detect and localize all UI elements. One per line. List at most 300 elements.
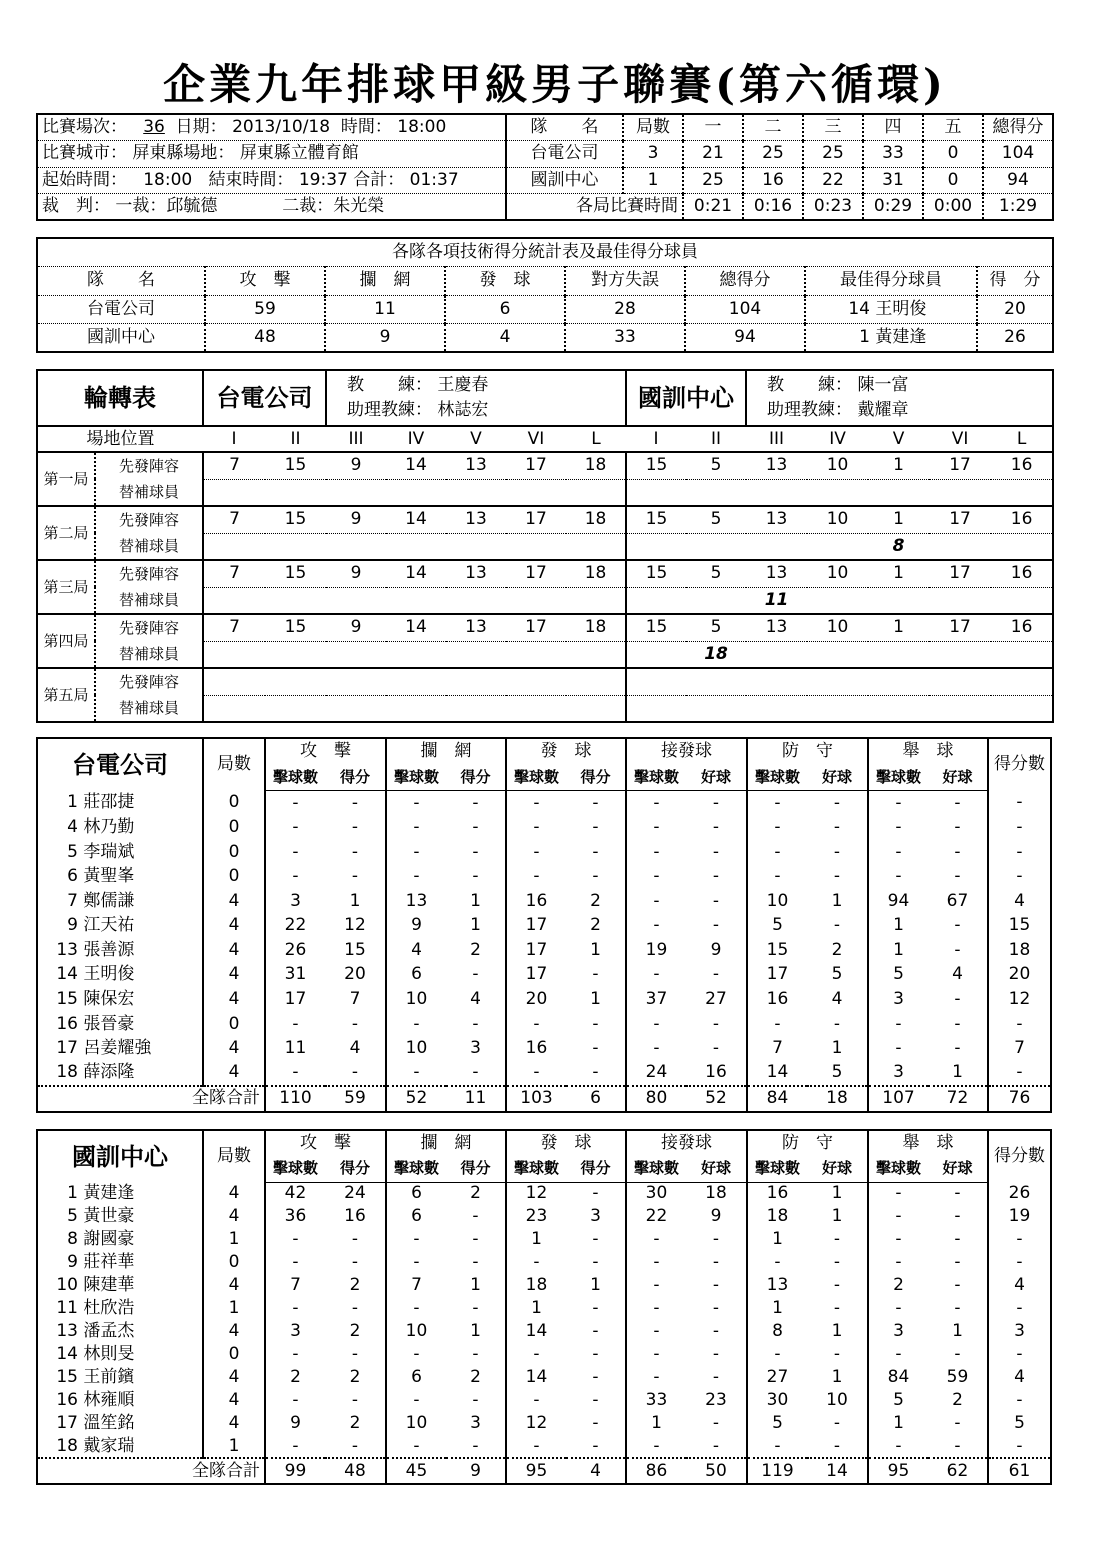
rotation-cell [386, 668, 446, 695]
player-points: 7 [988, 1036, 1051, 1061]
tech-cell: 9 [325, 324, 445, 353]
player-cell [37, 938, 203, 963]
stat-cell: - [472, 841, 479, 862]
stat-cell: 1 [590, 989, 601, 1010]
rotation-cell: 10 [807, 506, 868, 533]
rotation-cell [506, 668, 566, 695]
stat-cell: - [472, 1252, 479, 1272]
player-points: - [988, 791, 1051, 816]
page-title: 企業九年排球甲級男子聯賽(第六循環) [163, 60, 947, 109]
total-cell: 84 [747, 1086, 807, 1112]
score-cell: 94 [983, 167, 1053, 194]
stat-cell: - [954, 1413, 961, 1433]
sub-label: 替補球員 [118, 536, 179, 555]
player-name: 林則旻 [83, 1344, 135, 1364]
stat-cell: - [386, 1297, 446, 1320]
rotation-cell [686, 587, 746, 614]
stat-cell: - [747, 1251, 807, 1274]
stat-cell: 1 [506, 1297, 566, 1320]
position: L [566, 426, 626, 452]
rotation-cell [807, 479, 868, 506]
stat-cell: 6 [386, 1182, 446, 1205]
stat-cell: - [506, 791, 566, 816]
stat-cell: - [351, 792, 359, 813]
score-cell: 3 [623, 141, 683, 168]
player-number: 18 [56, 1062, 78, 1083]
tech-cell: 11 [325, 295, 445, 324]
rotation-cell [326, 479, 386, 506]
stat-cell: - [626, 1320, 686, 1343]
rotation-cell [929, 587, 991, 614]
stat-cell: 2 [868, 1274, 928, 1297]
player-number: 6 [67, 866, 78, 887]
start-lineup-label: 先發陣容 [95, 668, 203, 695]
rotation-table [36, 369, 1054, 723]
group-header: 攻 擊 [265, 738, 386, 764]
rotation-cell [868, 695, 929, 722]
rotation-cell [626, 533, 686, 560]
stat-cell: - [472, 1344, 479, 1364]
rotation-cell [386, 695, 446, 722]
stat-cell: - [833, 866, 841, 887]
stat-cell: - [506, 864, 566, 889]
team-header: 隊 名 [506, 114, 623, 141]
rotation-cell [929, 641, 991, 668]
sub-header: 得分 [566, 764, 626, 790]
rotation-cell: 15 [626, 560, 686, 587]
total-cell: 72 [946, 1088, 969, 1109]
player-row [37, 963, 1051, 988]
total-cell: 103 [506, 1086, 566, 1112]
player-cell [37, 1036, 203, 1061]
stat-cell: - [592, 1321, 599, 1341]
group-header: 攔 網 [386, 738, 506, 764]
stat-cell: 2 [349, 1367, 361, 1387]
stat-cell: - [592, 1435, 599, 1456]
stat-cell: 18 [705, 1183, 727, 1204]
player-row [37, 1205, 1051, 1228]
player-row [37, 1012, 1051, 1037]
rotation-cell: 1 [868, 452, 929, 479]
score-cell: 1 [623, 167, 683, 194]
player-points: 3 [988, 1320, 1051, 1343]
stat-cell: 16 [344, 1206, 366, 1226]
stat-cell: 13 [386, 889, 446, 914]
total-cell: 59 [344, 1088, 366, 1109]
stat-cell: - [747, 791, 807, 816]
player-sets: 4 [203, 1036, 265, 1061]
stat-cell: - [626, 889, 686, 914]
stat-cell: - [712, 1321, 720, 1341]
position: III [326, 426, 386, 452]
stat-cell: - [506, 1012, 566, 1037]
rotation-cell [566, 695, 626, 722]
player-cell [37, 987, 203, 1012]
stat-cell: 1 [831, 1321, 843, 1341]
stat-cell: - [833, 1013, 841, 1034]
stat-cell: - [954, 1038, 961, 1059]
stat-cell: - [954, 1183, 961, 1204]
total-cell: 107 [868, 1086, 928, 1112]
rotation-cell: 17 [506, 614, 566, 641]
stat-cell: 18 [506, 1274, 566, 1297]
player-sets: 4 [203, 938, 265, 963]
stat-cell: 16 [705, 1062, 727, 1083]
stat-cell: - [626, 1036, 686, 1061]
sub-header: 擊球數 [506, 1156, 566, 1182]
rotation-cell [265, 479, 326, 506]
player-name: 林乃勤 [83, 816, 135, 837]
group-header: 舉 球 [868, 1130, 988, 1156]
stat-cell: 15 [747, 938, 807, 963]
player-cell [37, 1435, 203, 1458]
player-row [37, 1182, 1051, 1205]
position: IV [807, 426, 868, 452]
stat-cell: - [833, 841, 841, 862]
stat-cell: 1 [470, 1275, 481, 1295]
rotation-cell: 9 [326, 452, 386, 479]
team1-stats-table [36, 737, 1052, 1113]
rotation-cell [265, 668, 326, 695]
stat-cell: - [833, 1229, 841, 1249]
stat-cell: 1 [506, 1228, 566, 1251]
stat-cell: - [592, 1183, 599, 1204]
rotation-cell [265, 641, 326, 668]
stat-cell: 16 [506, 889, 566, 914]
rotation-cell [506, 641, 566, 668]
score-cell: 22 [803, 167, 863, 194]
stat-cell: 37 [626, 987, 686, 1012]
stat-cell: 2 [590, 890, 601, 911]
stat-cell: - [868, 1297, 928, 1320]
tech-header: 攔 網 [325, 267, 445, 296]
rotation-cell [203, 533, 265, 560]
rotation-cell: 10 [807, 452, 868, 479]
player-cell [37, 914, 203, 939]
stat-cell: - [386, 1012, 446, 1037]
rotation-cell: 1 [868, 614, 929, 641]
stat-cell: - [592, 964, 599, 985]
stat-cell: - [351, 1252, 359, 1272]
stat-cell: - [626, 1366, 686, 1389]
stat-cell: - [747, 1012, 807, 1037]
sub-header: 擊球數 [747, 1156, 807, 1182]
player-points: - [988, 864, 1051, 889]
stat-cell: 1 [831, 1367, 843, 1387]
rotation-cell: 7 [203, 452, 265, 479]
rotation-cell: 7 [203, 614, 265, 641]
stat-cell: - [712, 1298, 720, 1318]
stat-cell: - [506, 1061, 566, 1086]
stat-cell: 2 [831, 939, 843, 960]
rotation-cell [326, 587, 386, 614]
tech-cell: 20 [977, 295, 1053, 324]
stat-cell: - [506, 815, 566, 840]
rotation-cell: 15 [265, 614, 326, 641]
rotation-cell [991, 533, 1053, 560]
stat-cell: 1 [590, 1275, 601, 1295]
rotation-cell: 1 [868, 560, 929, 587]
player-points: 4 [988, 1274, 1051, 1297]
rotation-cell: 9 [326, 506, 386, 533]
rotation-cell [807, 695, 868, 722]
rotation-cell: 18 [566, 614, 626, 641]
player-cell [37, 1251, 203, 1274]
stat-cell: 24 [344, 1183, 366, 1204]
player-points: 12 [988, 987, 1051, 1012]
stat-cell: - [506, 1343, 566, 1366]
total-cell: 45 [386, 1458, 446, 1484]
player-number: 10 [56, 1275, 78, 1295]
stat-cell: 20 [344, 964, 366, 985]
set5-header: 五 [923, 114, 983, 141]
score-cell: 33 [863, 141, 923, 168]
rotation-cell: 18 [704, 643, 728, 664]
player-cell [37, 1389, 203, 1412]
rotation-cell: 17 [506, 452, 566, 479]
rotation-cell: 9 [326, 560, 386, 587]
player-cell [37, 864, 203, 889]
rotation-cell [929, 695, 991, 722]
stat-cell: 7 [386, 1274, 446, 1297]
player-cell [37, 815, 203, 840]
match-line-4: 裁 判： 一裁：邱毓德 二裁：朱光榮 [42, 196, 385, 216]
player-name: 謝國豪 [83, 1229, 135, 1249]
rotation-cell: 1 [868, 506, 929, 533]
rotation-cell [265, 695, 326, 722]
stat-cell: - [712, 1367, 720, 1387]
total-cell: 80 [626, 1086, 686, 1112]
player-points: - [988, 1435, 1051, 1458]
stat-cell: 6 [386, 1205, 446, 1228]
match-line-2: 比賽城市： 屏東縣場地： 屏東縣立體育館 [37, 141, 506, 168]
stat-cell: 9 [710, 1206, 722, 1226]
rotation-cell: 13 [746, 452, 807, 479]
rotation-cell [626, 695, 686, 722]
rotation-cell [991, 668, 1053, 695]
stat-cell: - [592, 1252, 599, 1272]
rotation-sub-row [37, 533, 1053, 560]
score-cell: 0 [923, 141, 983, 168]
player-sets: 4 [203, 987, 265, 1012]
stat-cell: 14 [747, 1061, 807, 1086]
points-col-header: 得分數 [988, 738, 1051, 791]
stat-cell: - [868, 864, 928, 889]
sub-header: 得分 [325, 1156, 386, 1182]
player-sets: 0 [203, 1012, 265, 1037]
rotation-cell [566, 533, 626, 560]
stat-cell: - [954, 939, 961, 960]
group-header: 發 球 [506, 1130, 626, 1156]
score-cell: 104 [983, 141, 1053, 168]
stat-cell: - [833, 816, 841, 837]
stat-cell: 2 [590, 915, 601, 936]
stat-cell: 1 [868, 938, 928, 963]
rotation-cell [566, 587, 626, 614]
stat-cell: - [833, 1275, 841, 1295]
position: V [446, 426, 506, 452]
rotation-cell [203, 695, 265, 722]
stat-cell: 1 [831, 1183, 843, 1204]
stat-cell: 1 [831, 890, 843, 911]
stat-cell: 30 [747, 1389, 807, 1412]
player-name: 黃聖峯 [83, 866, 135, 887]
stat-cell: - [868, 1036, 928, 1061]
player-number: 5 [67, 1206, 78, 1226]
player-number: 4 [67, 816, 78, 837]
total-cell: 99 [265, 1458, 325, 1484]
stat-cell: - [954, 1275, 961, 1295]
stat-cell: - [592, 792, 599, 813]
player-cell [37, 1228, 203, 1251]
position: III [746, 426, 807, 452]
stat-cell: - [626, 1435, 686, 1458]
rotation-start-row [37, 560, 1053, 587]
stat-cell: 23 [705, 1390, 727, 1410]
stat-cell: - [833, 915, 841, 936]
total-cell: 62 [946, 1460, 969, 1481]
stat-cell: 1 [747, 1297, 807, 1320]
score-cell: 16 [743, 167, 803, 194]
position: VI [929, 426, 991, 452]
rotation-cell: 10 [807, 560, 868, 587]
stat-cell: - [712, 890, 720, 911]
player-sets: 0 [203, 815, 265, 840]
stat-cell: 1 [831, 1038, 843, 1059]
stat-cell: 22 [626, 1205, 686, 1228]
stat-cell: 36 [265, 1205, 325, 1228]
stat-cell: - [472, 1206, 479, 1226]
stat-cell: - [592, 1413, 599, 1433]
stat-cell: - [712, 1344, 720, 1364]
group-header: 攔 網 [386, 1130, 506, 1156]
stat-cell: - [386, 864, 446, 889]
player-cell [37, 1182, 203, 1205]
stat-cell: - [472, 1390, 479, 1410]
stat-cell: - [954, 816, 961, 837]
stat-cell: 7 [265, 1274, 325, 1297]
set-time: 0:16 [743, 194, 803, 221]
rotation-cell: 13 [446, 506, 506, 533]
stat-cell: - [351, 1062, 359, 1083]
stat-cell: 59 [946, 1367, 969, 1387]
rotation-cell [265, 533, 326, 560]
stat-cell: 33 [626, 1389, 686, 1412]
total-cell: 110 [265, 1086, 325, 1112]
stat-cell: - [954, 792, 961, 813]
set-label: 第五局 [37, 668, 95, 722]
player-row [37, 1036, 1051, 1061]
rotation-cell: 18 [566, 452, 626, 479]
player-sets: 4 [203, 1389, 265, 1412]
total-cell: 4 [590, 1460, 601, 1481]
stat-cell: 16 [747, 1182, 807, 1205]
stat-cell: 8 [747, 1320, 807, 1343]
rotation-cell: 5 [686, 560, 746, 587]
player-number: 16 [56, 1013, 78, 1034]
rotation-cell [868, 587, 929, 614]
rotation-cell [626, 641, 686, 668]
player-sets: 0 [203, 840, 265, 865]
stat-cell: 3 [265, 1320, 325, 1343]
sub-header: 擊球數 [868, 1156, 928, 1182]
score-cell: 0 [923, 167, 983, 194]
stat-cell: - [626, 840, 686, 865]
set-time-label: 各局比賽時間 [506, 194, 683, 221]
player-row [37, 1366, 1051, 1389]
rotation-cell: 5 [686, 614, 746, 641]
stat-cell: 3 [868, 1061, 928, 1086]
rotation-cell: 8 [892, 535, 905, 556]
stat-cell: - [265, 1251, 325, 1274]
rotation-cell [566, 668, 626, 695]
rotation-cell: 15 [626, 452, 686, 479]
stat-cell: 12 [344, 915, 366, 936]
player-number: 9 [67, 915, 78, 936]
stat-cell: 10 [826, 1390, 848, 1410]
stat-cell: 3 [470, 1038, 481, 1059]
player-number: 15 [56, 1367, 78, 1387]
stat-cell: 5 [747, 1412, 807, 1435]
sub-label: 替補球員 [118, 590, 179, 609]
tech-cell: 94 [685, 324, 805, 353]
player-points: - [988, 1343, 1051, 1366]
player-name: 林雍順 [83, 1390, 135, 1410]
rotation-cell: 17 [929, 560, 991, 587]
rotation-start-row [37, 614, 1053, 641]
rotation-cell [203, 587, 265, 614]
points-col-header: 得分數 [988, 1130, 1051, 1182]
rotation-cell [807, 533, 868, 560]
sub-header: 擊球數 [265, 764, 325, 790]
stat-cell: - [954, 989, 961, 1010]
rotation-cell [446, 479, 506, 506]
stat-cell: - [626, 1228, 686, 1251]
stat-cell: - [592, 1062, 599, 1083]
position: II [686, 426, 746, 452]
rotation-cell [506, 587, 566, 614]
rotation-cell [929, 668, 991, 695]
stat-cell: 20 [506, 987, 566, 1012]
stat-cell: 5 [831, 964, 843, 985]
player-name: 杜欣浩 [83, 1298, 135, 1318]
rotation-cell [566, 641, 626, 668]
rotation-cell [929, 533, 991, 560]
rotation-cell [991, 641, 1053, 668]
stat-cell: 22 [265, 914, 325, 939]
tech-title: 各隊各項技術得分統計表及最佳得分球員 [37, 238, 1053, 267]
sub-header: 擊球數 [386, 764, 446, 790]
stat-cell: - [506, 840, 566, 865]
player-name: 戴家瑞 [83, 1435, 135, 1456]
stat-cell: 1 [952, 1062, 963, 1083]
stat-cell: - [351, 1344, 359, 1364]
rotation-cell: 17 [929, 614, 991, 641]
player-name: 張晉豪 [83, 1013, 135, 1034]
rotation-cell [746, 695, 807, 722]
stat-cell: 94 [868, 889, 928, 914]
total-points: 61 [988, 1458, 1051, 1484]
stat-cell: - [265, 1389, 325, 1412]
stat-cell: 2 [349, 1413, 361, 1433]
stat-cell: 1 [470, 1321, 481, 1341]
player-row [37, 889, 1051, 914]
rotation-cell [566, 479, 626, 506]
player-number: 17 [56, 1038, 78, 1059]
stat-cell: 11 [265, 1036, 325, 1061]
stat-cell: 26 [265, 938, 325, 963]
player-points: - [988, 1228, 1051, 1251]
